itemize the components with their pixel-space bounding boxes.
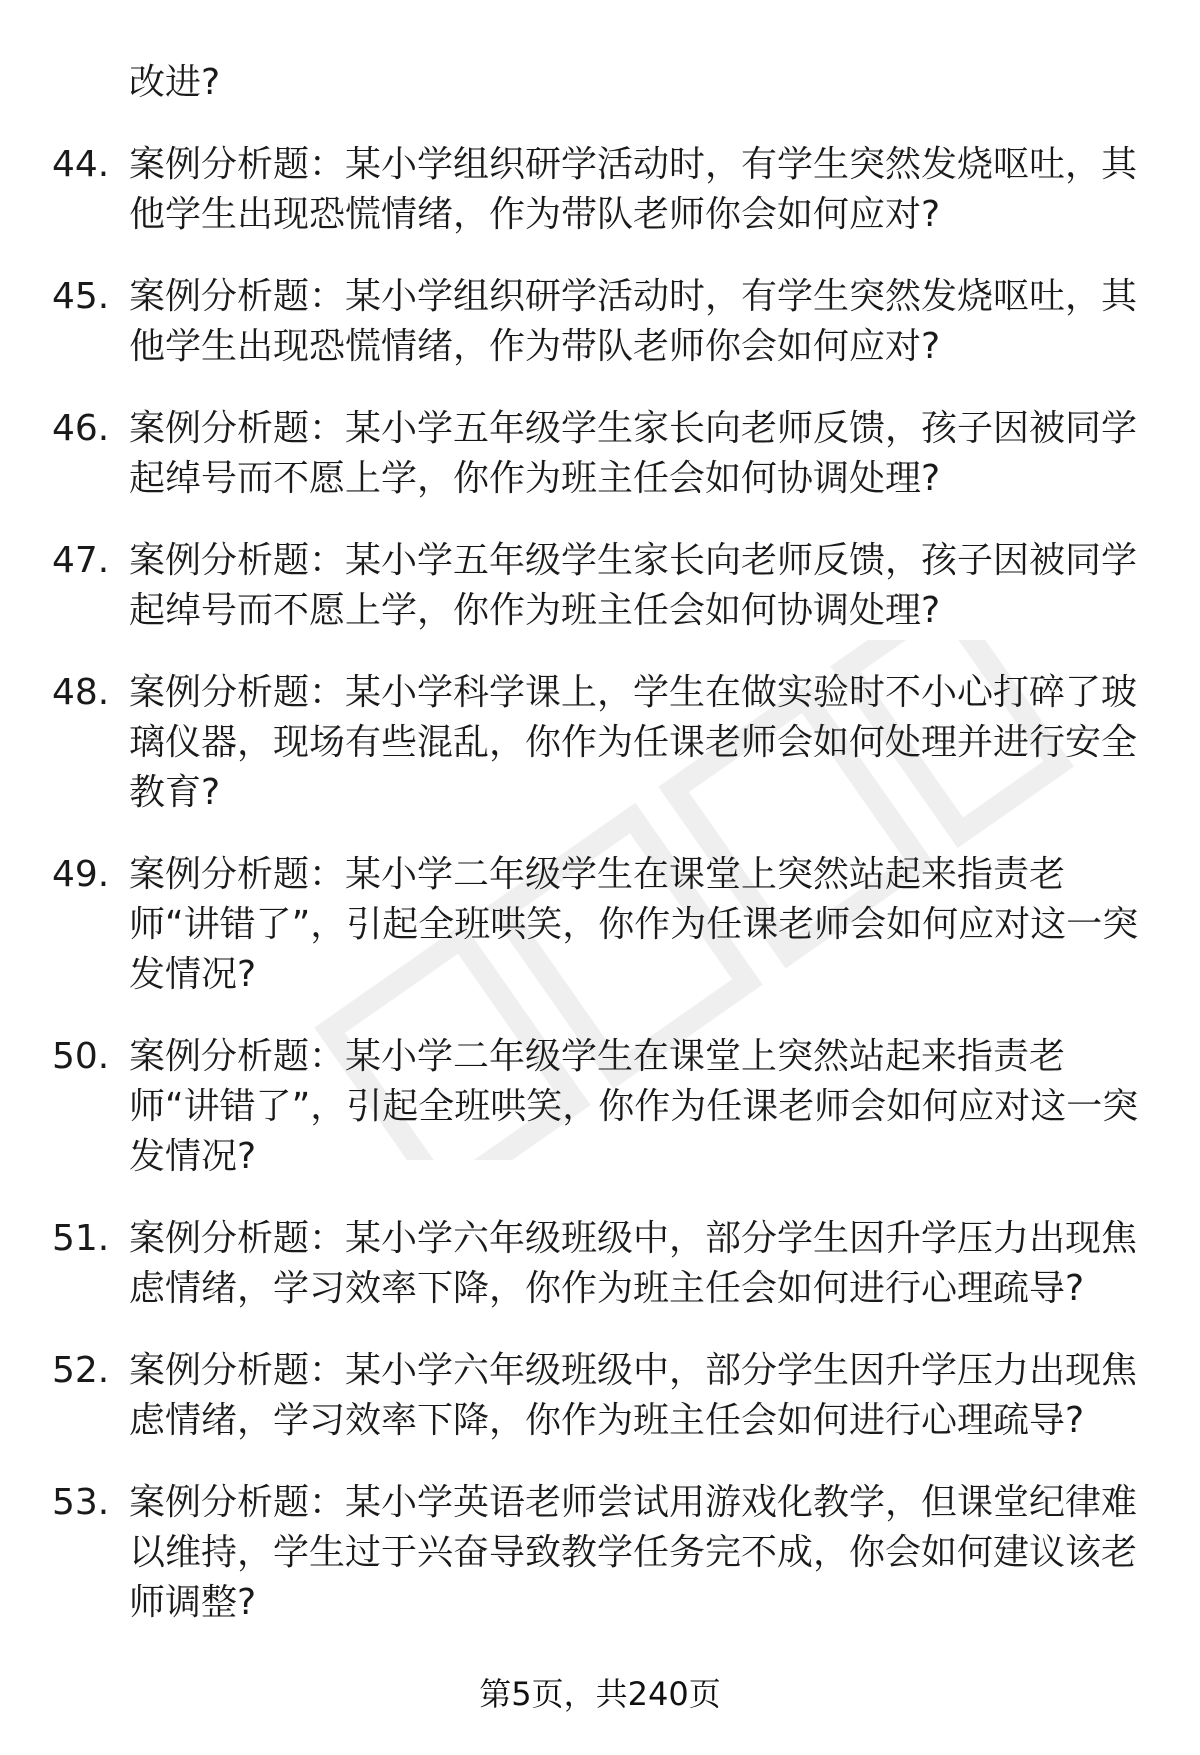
question-text: 案例分析题：某小学科学课上，学生在做实验时不小心打碎了玻璃仪器，现场有些混乱，你作为任课老师会如何处理并进行安全教育? [129,672,1138,813]
continuation-text: 改进? [129,62,221,103]
question-number: 53. [52,1482,110,1523]
question-item [0,140,1139,240]
question-item [0,536,1139,636]
question-number: 49. [52,854,110,895]
question-item [0,1032,1139,1182]
question-number: 52. [52,1350,110,1391]
question-number: 46. [52,408,110,449]
question-item [0,1214,1139,1314]
question-item [0,850,1139,1000]
question-text: 案例分析题：某小学六年级班级中，部分学生因升学压力出现焦虑情绪，学习效率下降，你作为班主任会如何进行心理疏导? [129,1218,1138,1309]
question-item [0,1346,1139,1446]
question-text: 案例分析题：某小学六年级班级中，部分学生因升学压力出现焦虑情绪，学习效率下降，你作为班主任会如何进行心理疏导? [129,1350,1138,1441]
question-list [0,140,1200,1660]
page-footer: 第5页，共240页 [479,1675,721,1713]
question-number: 51. [52,1218,110,1259]
question-item [0,1478,1139,1628]
question-number: 44. [52,144,110,185]
question-text: 案例分析题：某小学组织研学活动时，有学生突然发烧呕吐，其他学生出现恐慌情绪，作为带队老师你会如何应对? [129,144,1138,235]
question-text: 案例分析题：某小学二年级学生在课堂上突然站起来指责老师“讲错了”，引起全班哄笑，你作为任课老师会如何应对这一突发情况? [129,1036,1139,1177]
question-item [0,404,1139,504]
question-text: 案例分析题：某小学英语老师尝试用游戏化教学，但课堂纪律难以维持，学生过于兴奋导致教学任务完不成，你会如何建议该老师调整? [129,1482,1138,1623]
question-item [0,272,1139,372]
question-text: 案例分析题：某小学五年级学生家长向老师反馈，孩子因被同学起绰号而不愿上学，你作为班主任会如何协调处理? [129,540,1138,631]
question-number: 50. [52,1036,110,1077]
question-item [0,668,1139,818]
question-text: 案例分析题：某小学组织研学活动时，有学生突然发烧呕吐，其他学生出现恐慌情绪，作为带队老师你会如何应对? [129,276,1138,367]
question-number: 45. [52,276,110,317]
question-number: 48. [52,672,110,713]
question-text: 案例分析题：某小学五年级学生家长向老师反馈，孩子因被同学起绰号而不愿上学，你作为班主任会如何协调处理? [129,408,1138,499]
question-text: 案例分析题：某小学二年级学生在课堂上突然站起来指责老师“讲错了”，引起全班哄笑，你作为任课老师会如何应对这一突发情况? [129,854,1139,995]
question-number: 47. [52,540,110,581]
